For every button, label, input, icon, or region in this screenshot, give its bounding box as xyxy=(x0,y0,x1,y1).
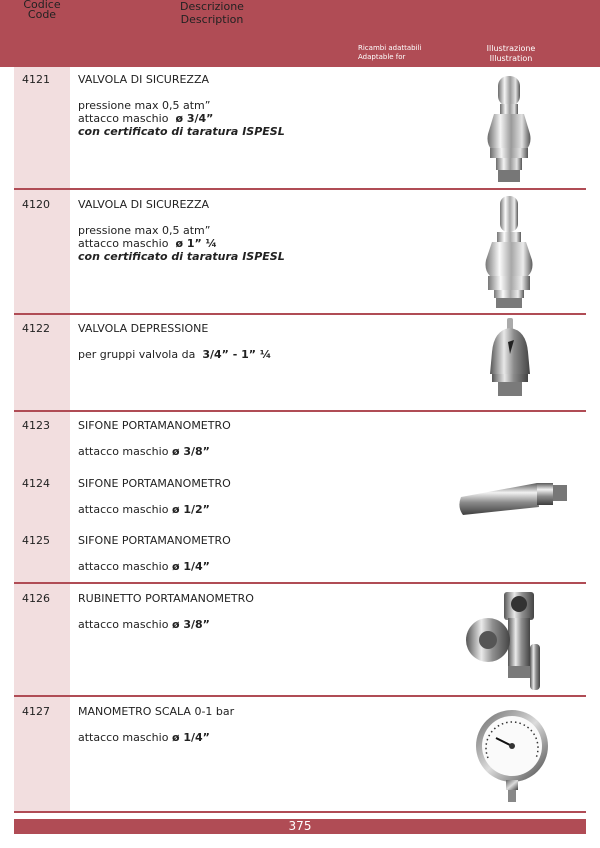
header-illustration: Illustrazione Illustration xyxy=(486,44,536,63)
product-connection: per gruppi valvola da 3/4” - 1” ¼ xyxy=(78,348,272,361)
product-code: 4122 xyxy=(22,322,50,335)
product-code: 4123 xyxy=(22,419,50,432)
product-title: VALVOLA DEPRESSIONE xyxy=(78,322,209,335)
row-separator xyxy=(14,695,586,697)
product-connection: attacco maschio ø 3/4” xyxy=(78,112,214,125)
row-separator xyxy=(14,313,586,315)
product-connection: attacco maschio ø 3/8” xyxy=(78,618,210,631)
safety-valve-icon xyxy=(470,194,550,312)
product-connection: attacco maschio ø 3/8” xyxy=(78,445,210,458)
safety-valve-icon xyxy=(470,72,550,187)
product-certificate: con certificato di taratura ISPESL xyxy=(78,125,285,138)
vacuum-valve-icon xyxy=(480,318,540,400)
product-description xyxy=(78,534,408,573)
row-separator xyxy=(14,582,586,584)
product-spec: pressione max 0,5 atm” xyxy=(78,224,211,237)
product-code: 4127 xyxy=(22,705,50,718)
product-description xyxy=(78,592,408,631)
row-separator xyxy=(14,188,586,190)
header-spares: Ricambi adattabili Adaptable for xyxy=(358,44,422,61)
product-description xyxy=(78,322,408,361)
product-code: 4126 xyxy=(22,592,50,605)
product-certificate: con certificato di taratura ISPESL xyxy=(78,250,285,263)
product-title: SIFONE PORTAMANOMETRO xyxy=(78,534,231,547)
header-description: Descrizione Description xyxy=(180,0,244,26)
product-title: RUBINETTO PORTAMANOMETRO xyxy=(78,592,254,605)
product-code: 4125 xyxy=(22,534,50,547)
gauge-siphon-icon xyxy=(455,475,575,523)
product-description xyxy=(78,73,408,138)
product-spec: pressione max 0,5 atm” xyxy=(78,99,211,112)
row-separator xyxy=(14,811,586,813)
pressure-gauge-icon xyxy=(474,708,554,804)
product-description xyxy=(78,477,408,516)
product-code: 4121 xyxy=(22,73,50,86)
product-description xyxy=(78,705,408,744)
product-description xyxy=(78,198,408,263)
product-title: SIFONE PORTAMANOMETRO xyxy=(78,477,231,490)
product-connection: attacco maschio ø 1” ¼ xyxy=(78,237,217,250)
row-separator xyxy=(14,410,586,412)
product-connection: attacco maschio ø 1/4” xyxy=(78,731,210,744)
product-title: SIFONE PORTAMANOMETRO xyxy=(78,419,231,432)
product-title: VALVOLA DI SICUREZZA xyxy=(78,73,210,86)
product-code: 4120 xyxy=(22,198,50,211)
header-code: Codice Code xyxy=(23,0,61,21)
product-title: MANOMETRO SCALA 0-1 bar xyxy=(78,705,235,718)
product-code: 4124 xyxy=(22,477,50,490)
gauge-tap-icon xyxy=(460,588,550,692)
page-number: 375 xyxy=(14,819,586,834)
product-description xyxy=(78,419,408,458)
product-title: VALVOLA DI SICUREZZA xyxy=(78,198,210,211)
product-connection: attacco maschio ø 1/2” xyxy=(78,503,210,516)
code-column-background xyxy=(14,67,70,812)
product-connection: attacco maschio ø 1/4” xyxy=(78,560,210,573)
